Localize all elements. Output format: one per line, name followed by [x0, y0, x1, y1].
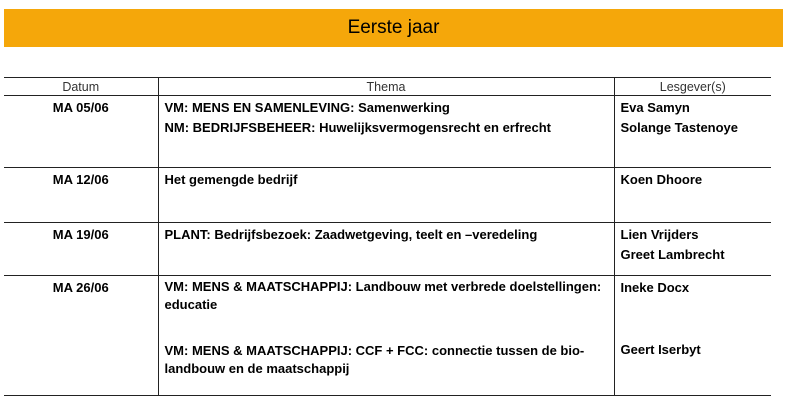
date-cell: MA 19/06: [4, 223, 158, 276]
teacher-name: Eva Samyn: [620, 100, 690, 115]
teacher-name: Geert Iserbyt: [620, 342, 701, 357]
theme-cell: [158, 223, 614, 276]
table-row: [4, 276, 771, 396]
theme-line: VM: MENS & MAATSCHAPPIJ: CCF + FCC: connectie tussen de bio-landbouw en de maatschappij: [164, 343, 585, 376]
theme-line: Het gemengde bedrijf: [164, 172, 298, 187]
theme-cell: [158, 276, 614, 396]
column-header-theme: Thema: [158, 78, 614, 96]
teacher-cell: [614, 96, 771, 168]
theme-line: VM: MENS & MAATSCHAPPIJ: Landbouw met verbrede doelstellingen: educatie: [164, 279, 602, 312]
table-row: [4, 223, 771, 276]
teacher-cell: [614, 223, 771, 276]
teacher-cell: [614, 168, 771, 223]
page-title: Eerste jaar: [347, 17, 440, 38]
table-header-row: [4, 78, 771, 96]
theme-cell: [158, 96, 614, 168]
theme-line: NM: BEDRIJFSBEHEER: Huwelijksvermogensrecht en erfrecht: [164, 120, 551, 135]
teacher-cell: [614, 276, 771, 396]
teacher-name: Lien Vrijders: [620, 227, 699, 242]
theme-line: VM: MENS EN SAMENLEVING: Samenwerking: [164, 100, 450, 115]
teacher-name: Solange Tastenoye: [620, 120, 739, 135]
date-cell: MA 05/06: [4, 96, 158, 168]
date-cell: MA 26/06: [4, 276, 158, 396]
schedule-table: [4, 77, 771, 396]
table-row: [4, 96, 771, 168]
teacher-name: Ineke Docx: [620, 280, 690, 295]
teacher-name: Greet Lambrecht: [620, 247, 725, 262]
date-cell: MA 12/06: [4, 168, 158, 223]
column-header-date: Datum: [4, 78, 158, 96]
teacher-name: Koen Dhoore: [620, 172, 703, 187]
table-row: [4, 168, 771, 223]
column-header-teacher: Lesgever(s): [614, 78, 771, 96]
theme-cell: [158, 168, 614, 223]
page-title-banner: [4, 9, 783, 47]
theme-line: PLANT: Bedrijfsbezoek: Zaadwetgeving, teelt en –veredeling: [164, 227, 538, 242]
